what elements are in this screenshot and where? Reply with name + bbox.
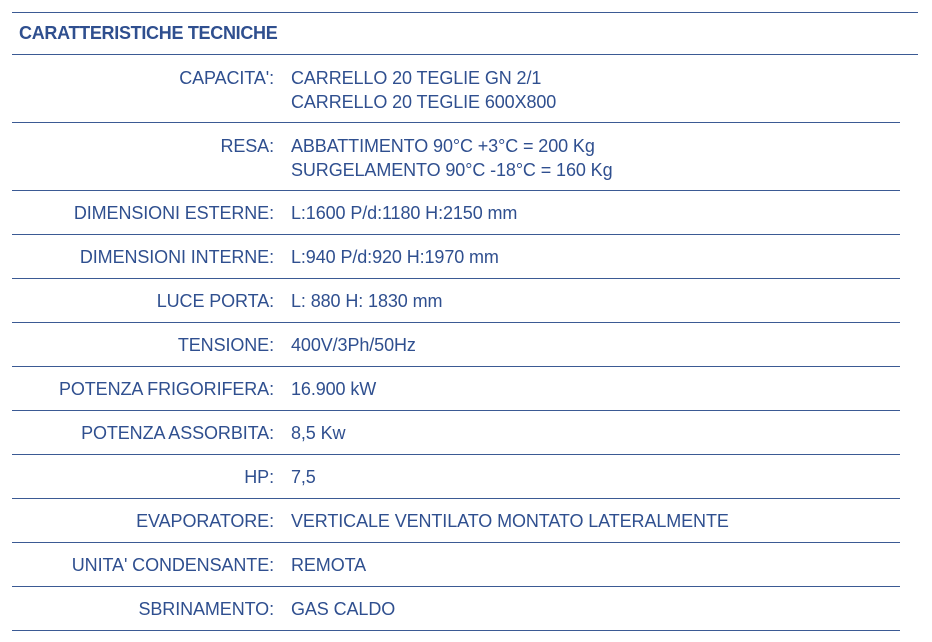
spec-value-line: CARRELLO 20 TEGLIE GN 2/1 [291, 68, 542, 88]
spec-value: REMOTA [291, 554, 367, 575]
spec-row-dimensioni-esterne [12, 191, 900, 235]
spec-sheet [12, 12, 918, 631]
spec-label: EVAPORATORE: [136, 510, 274, 531]
spec-value: VERTICALE VENTILATO MONTATO LATERALMENTE [291, 510, 729, 531]
spec-value: 7,5 [291, 466, 316, 487]
spec-row-evaporatore [12, 499, 900, 543]
section-title: CARATTERISTICHE TECNICHE [19, 23, 278, 43]
spec-row-dimensioni-interne [12, 235, 900, 279]
spec-value: L:1600 P/d:1180 H:2150 mm [291, 202, 518, 223]
spec-value: 400V/3Ph/50Hz [291, 334, 416, 355]
spec-value: GAS CALDO [291, 598, 396, 619]
spec-value-line: SURGELAMENTO 90°C -18°C = 160 Kg [291, 160, 613, 180]
spec-label: SBRINAMENTO: [138, 598, 274, 619]
spec-label: TENSIONE: [177, 334, 274, 355]
spec-row-potenza-assorbita [12, 411, 900, 455]
spec-value-line: CARRELLO 20 TEGLIE 600X800 [291, 92, 557, 112]
spec-label: RESA: [220, 136, 274, 156]
spec-row-unita-condensante [12, 543, 900, 587]
spec-value: L: 880 H: 1830 mm [291, 290, 443, 311]
spec-value [291, 66, 556, 114]
spec-value: L:940 P/d:920 H:1970 mm [291, 246, 499, 267]
spec-row-tensione [12, 323, 900, 367]
spec-value: 8,5 Kw [291, 422, 346, 443]
spec-value [291, 134, 613, 182]
spec-row-hp [12, 455, 900, 499]
spec-label: CAPACITA': [179, 68, 274, 88]
spec-label: LUCE PORTA: [156, 290, 274, 311]
spec-value: 16.900 kW [291, 378, 377, 399]
spec-label: UNITA' CONDENSANTE: [71, 554, 274, 575]
spec-row-sbrinamento [12, 587, 900, 631]
spec-label: POTENZA FRIGORIFERA: [58, 378, 274, 399]
spec-label: POTENZA ASSORBITA: [81, 422, 274, 443]
spec-row-resa [12, 123, 900, 191]
spec-label: DIMENSIONI ESTERNE: [73, 202, 274, 223]
spec-value-line: ABBATTIMENTO 90°C +3°C = 200 Kg [291, 136, 595, 156]
spec-row-capacita [12, 55, 900, 123]
spec-row-potenza-frigorifera [12, 367, 900, 411]
spec-label: DIMENSIONI INTERNE: [79, 246, 274, 267]
title-row [12, 12, 918, 55]
spec-row-luce-porta [12, 279, 900, 323]
spec-label: HP: [244, 466, 274, 487]
